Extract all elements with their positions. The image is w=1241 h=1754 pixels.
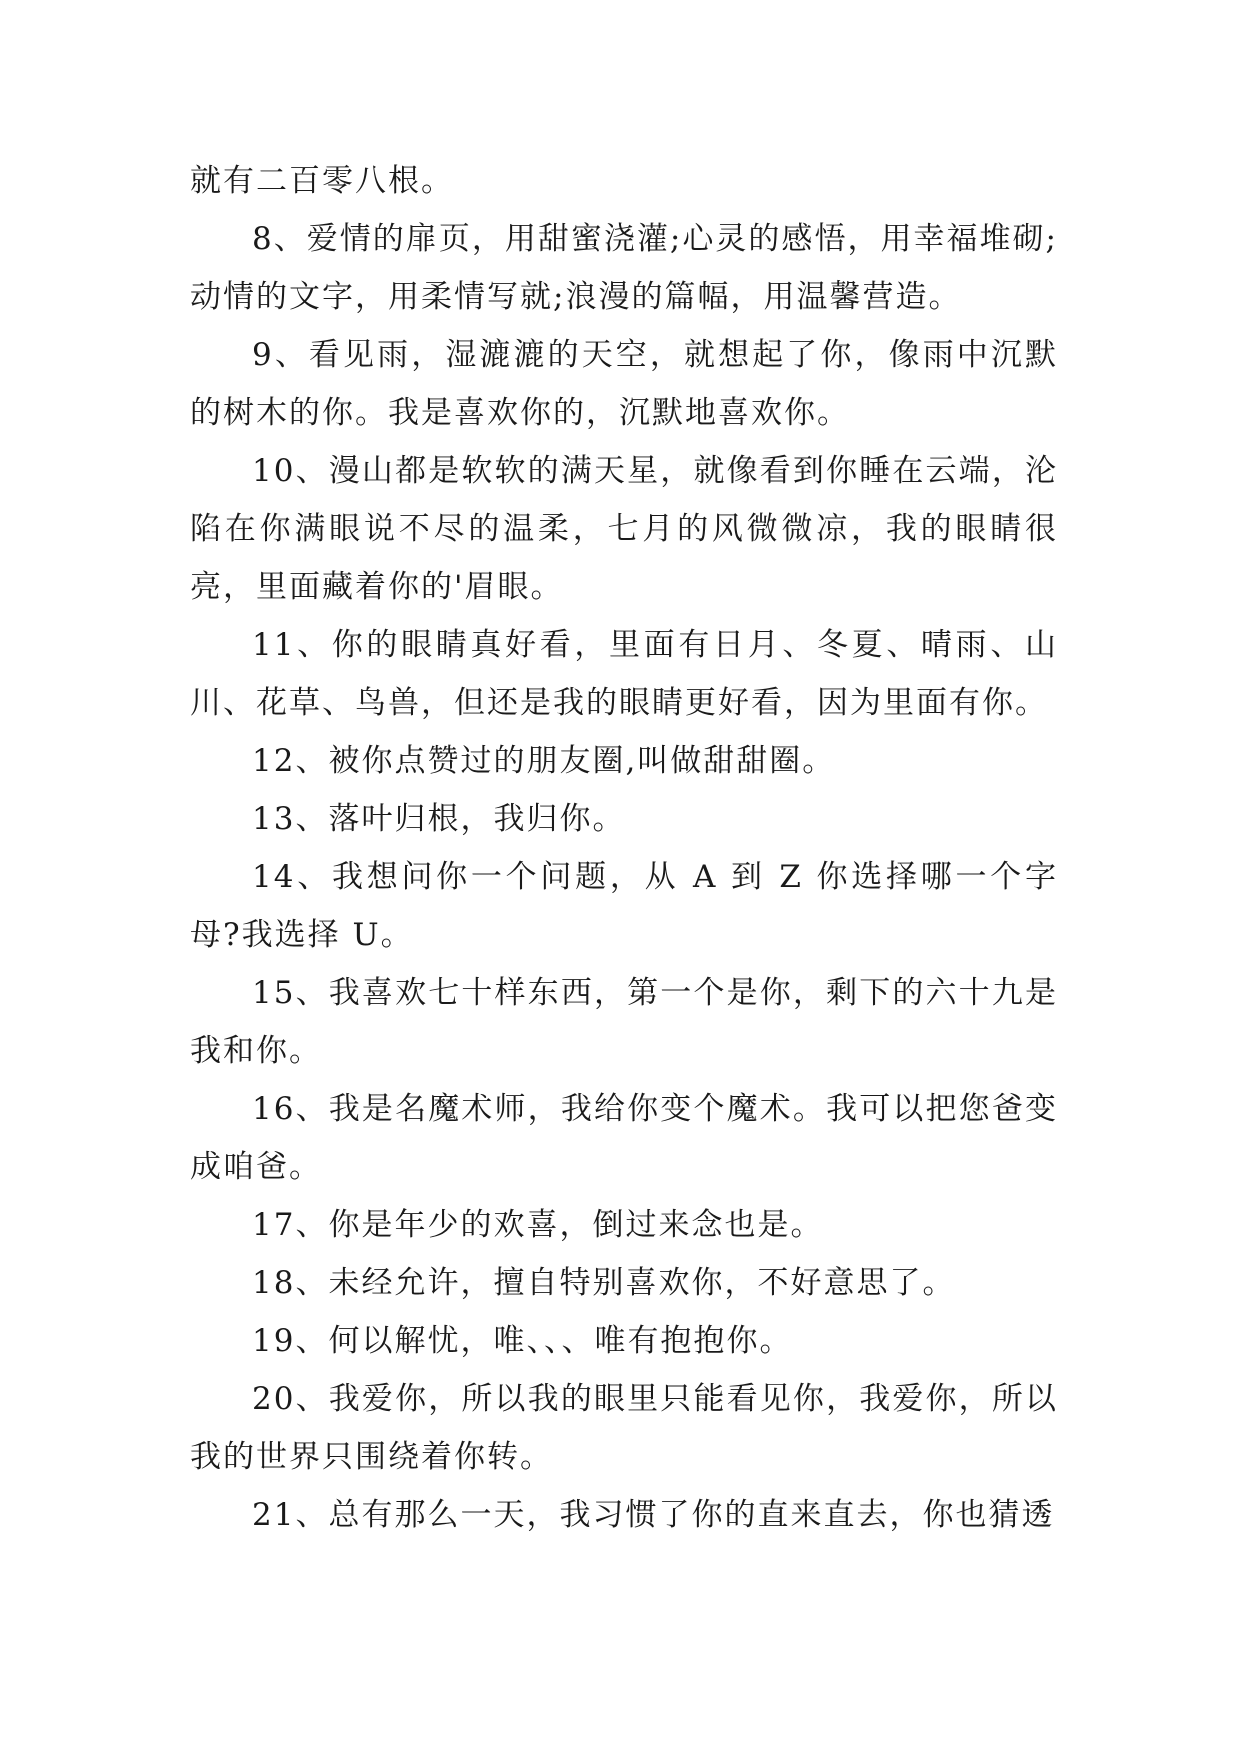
paragraph-item-11: 11、你的眼睛真好看，里面有日月、冬夏、晴雨、山川、花草、鸟兽，但还是我的眼睛更好看，因为里面有你。: [190, 627, 1058, 721]
paragraph-continuation: 就有二百零八根。: [190, 163, 454, 199]
paragraph-item-21: 21、总有那么一天，我习惯了你的直来直去，你也猜透: [252, 1497, 1055, 1533]
paragraph-item-18: 18、未经允许，擅自特别喜欢你，不好意思了。: [252, 1265, 956, 1301]
document-body: [190, 152, 1058, 1544]
paragraph-item-12: 12、被你点赞过的朋友圈,叫做甜甜圈。: [252, 743, 836, 779]
paragraph-item-15: 15、我喜欢七十样东西，第一个是你，剩下的六十九是我和你。: [190, 975, 1058, 1069]
paragraph-item-13: 13、落叶归根，我归你。: [252, 801, 626, 837]
paragraph-item-10: 10、漫山都是软软的满天星，就像看到你睡在云端，沦陷在你满眼说不尽的温柔，七月的风微微凉，我的眼睛很亮，里面藏着你的'眉眼。: [190, 453, 1058, 605]
paragraph-item-17: 17、你是年少的欢喜，倒过来念也是。: [252, 1207, 824, 1243]
paragraph-item-8: 8、爱情的扉页，用甜蜜浇灌;心灵的感悟，用幸福堆砌;动情的文字，用柔情写就;浪漫的篇幅，用温馨营造。: [190, 221, 1058, 315]
paragraph-item-19: 19、何以解忧，唯、、、唯有抱抱你。: [252, 1323, 793, 1359]
paragraph-item-20: 20、我爱你，所以我的眼里只能看见你，我爱你，所以我的世界只围绕着你转。: [190, 1381, 1058, 1475]
paragraph-item-14: 14、我想问你一个问题，从 A 到 Z 你选择哪一个字母?我选择 U。: [190, 859, 1058, 953]
paragraph-item-9: 9、看见雨，湿漉漉的天空，就想起了你，像雨中沉默的树木的你。我是喜欢你的，沉默地喜欢你。: [190, 337, 1058, 431]
paragraph-item-16: 16、我是名魔术师，我给你变个魔术。我可以把您爸变成咱爸。: [190, 1091, 1058, 1185]
